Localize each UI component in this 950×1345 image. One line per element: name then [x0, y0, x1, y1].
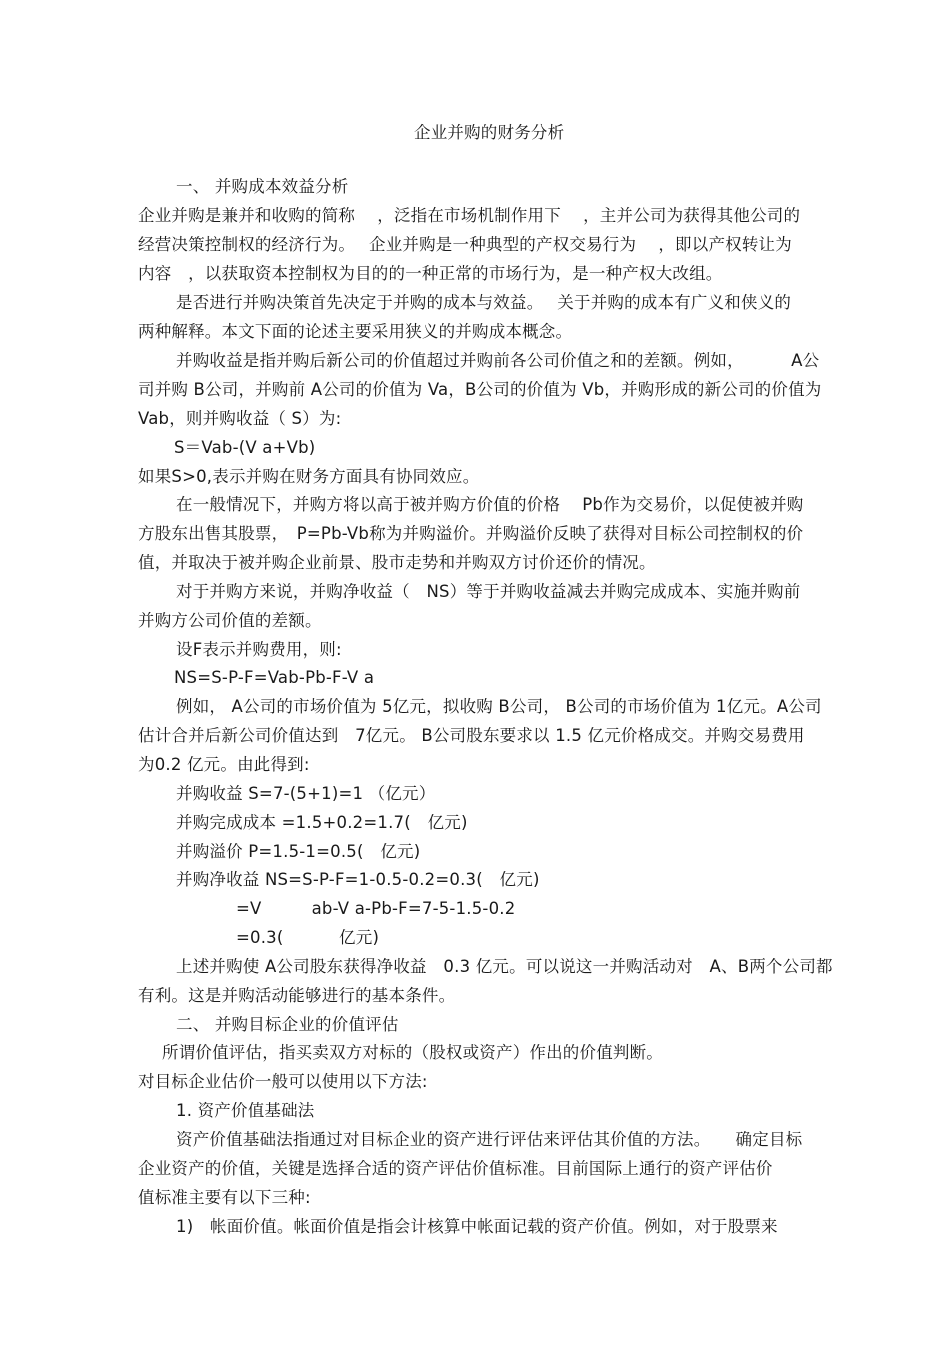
paragraph-line: 例如， A公司的市场价值为 5亿元，拟收购 B公司， B公司的市场价值为 1亿元。A公司 — [176, 697, 822, 716]
section-heading-1: 一、 并购成本效益分析 — [176, 177, 349, 196]
paragraph-line: 司并购 B公司，并购前 A公司的价值为 Va，B公司的价值为 Vb，并购形成的新公司的价值为 — [138, 380, 822, 399]
formula-line: NS=S-P-F=Vab-Pb-F-V a — [174, 668, 375, 687]
paragraph-line: 方股东出售其股票， P=Pb-Vb称为并购溢价。并购溢价反映了获得对目标公司控制权的价 — [138, 524, 804, 543]
paragraph-line: 估计合并后新公司价值达到 7亿元。 B公司股东要求以 1.5 亿元价格成交。并购交易费用 — [138, 726, 805, 745]
calculation-line: 并购溢价 P=1.5-1=0.5( 亿元) — [176, 842, 421, 861]
calculation-line: 并购净收益 NS=S-P-F=1-0.5-0.2=0.3( 亿元) — [176, 870, 540, 889]
paragraph-line: 内容 ，以获取资本控制权为目的的一种正常的市场行为，是一种产权大改组。 — [138, 264, 723, 283]
section-heading-2: 二、 并购目标企业的价值评估 — [176, 1015, 399, 1034]
paragraph-line: 经营决策控制权的经济行为。 企业并购是一种典型的产权交易行为 ，即以产权转让为 — [138, 235, 792, 254]
paragraph-line: 并购方公司价值的差额。 — [138, 611, 322, 630]
paragraph-line: 值标准主要有以下三种: — [138, 1188, 311, 1207]
paragraph-line: 所谓价值评估，指买卖双方对标的（股权或资产）作出的价值判断。 — [162, 1043, 663, 1062]
paragraph-line: 企业资产的价值，关键是选择合适的资产评估价值标准。目前国际上通行的资产评估价 — [138, 1159, 773, 1178]
calculation-line: =V ab-V a-Pb-F=7-5-1.5-0.2 — [236, 899, 516, 918]
paragraph-line: 资产价值基础法指通过对目标企业的资产进行评估来评估其价值的方法。 确定目标 — [176, 1130, 803, 1149]
paragraph-line: 上述并购使 A公司股东获得净收益 0.3 亿元。可以说这一并购活动对 A、B两个公司都 — [176, 957, 833, 976]
paragraph-line: Vab，则并购收益（ S）为: — [138, 409, 342, 428]
list-item: 1) 帐面价值。帐面价值是指会计核算中帐面记载的资产价值。例如，对于股票来 — [176, 1217, 778, 1236]
calculation-line: 并购完成成本 =1.5+0.2=1.7( 亿元) — [176, 813, 468, 832]
paragraph-line: 设F表示并购费用，则: — [176, 640, 342, 659]
paragraph-line: 是否进行并购决策首先决定于并购的成本与效益。 关于并购的成本有广义和侠义的 — [176, 293, 792, 312]
formula-line: S＝Vab-(V a+Vb) — [174, 438, 316, 457]
document-title: 企业并购的财务分析 — [414, 123, 565, 142]
paragraph-line: 为0.2 亿元。由此得到: — [138, 755, 310, 774]
paragraph-line: 有利。这是并购活动能够进行的基本条件。 — [138, 986, 456, 1005]
paragraph-line: 企业并购是兼并和收购的简称 ，泛指在市场机制作用下 ，主并公司为获得其他公司的 — [138, 206, 801, 225]
subsection-heading: 1. 资产价值基础法 — [176, 1101, 315, 1120]
paragraph-line: 如果S>0,表示并购在财务方面具有协同效应。 — [138, 467, 480, 486]
calculation-line: =0.3( 亿元) — [236, 928, 380, 947]
calculation-line: 并购收益 S=7-(5+1)=1 （亿元） — [176, 784, 436, 803]
paragraph-line: 两种解释。本文下面的论述主要采用狭义的并购成本概念。 — [138, 322, 573, 341]
paragraph-line: 对于并购方来说，并购净收益（ NS）等于并购收益减去并购完成成本、实施并购前 — [176, 582, 801, 601]
paragraph-line: 并购收益是指并购后新公司的价值超过并购前各公司价值之和的差额。例如， A公 — [176, 351, 820, 370]
paragraph-line: 对目标企业估价一般可以使用以下方法: — [138, 1072, 428, 1091]
paragraph-line: 在一般情况下，并购方将以高于被并购方价值的价格 Pb作为交易价，以促使被并购 — [176, 495, 804, 514]
paragraph-line: 值，并取决于被并购企业前景、股市走势和并购双方讨价还价的情况。 — [138, 553, 656, 572]
